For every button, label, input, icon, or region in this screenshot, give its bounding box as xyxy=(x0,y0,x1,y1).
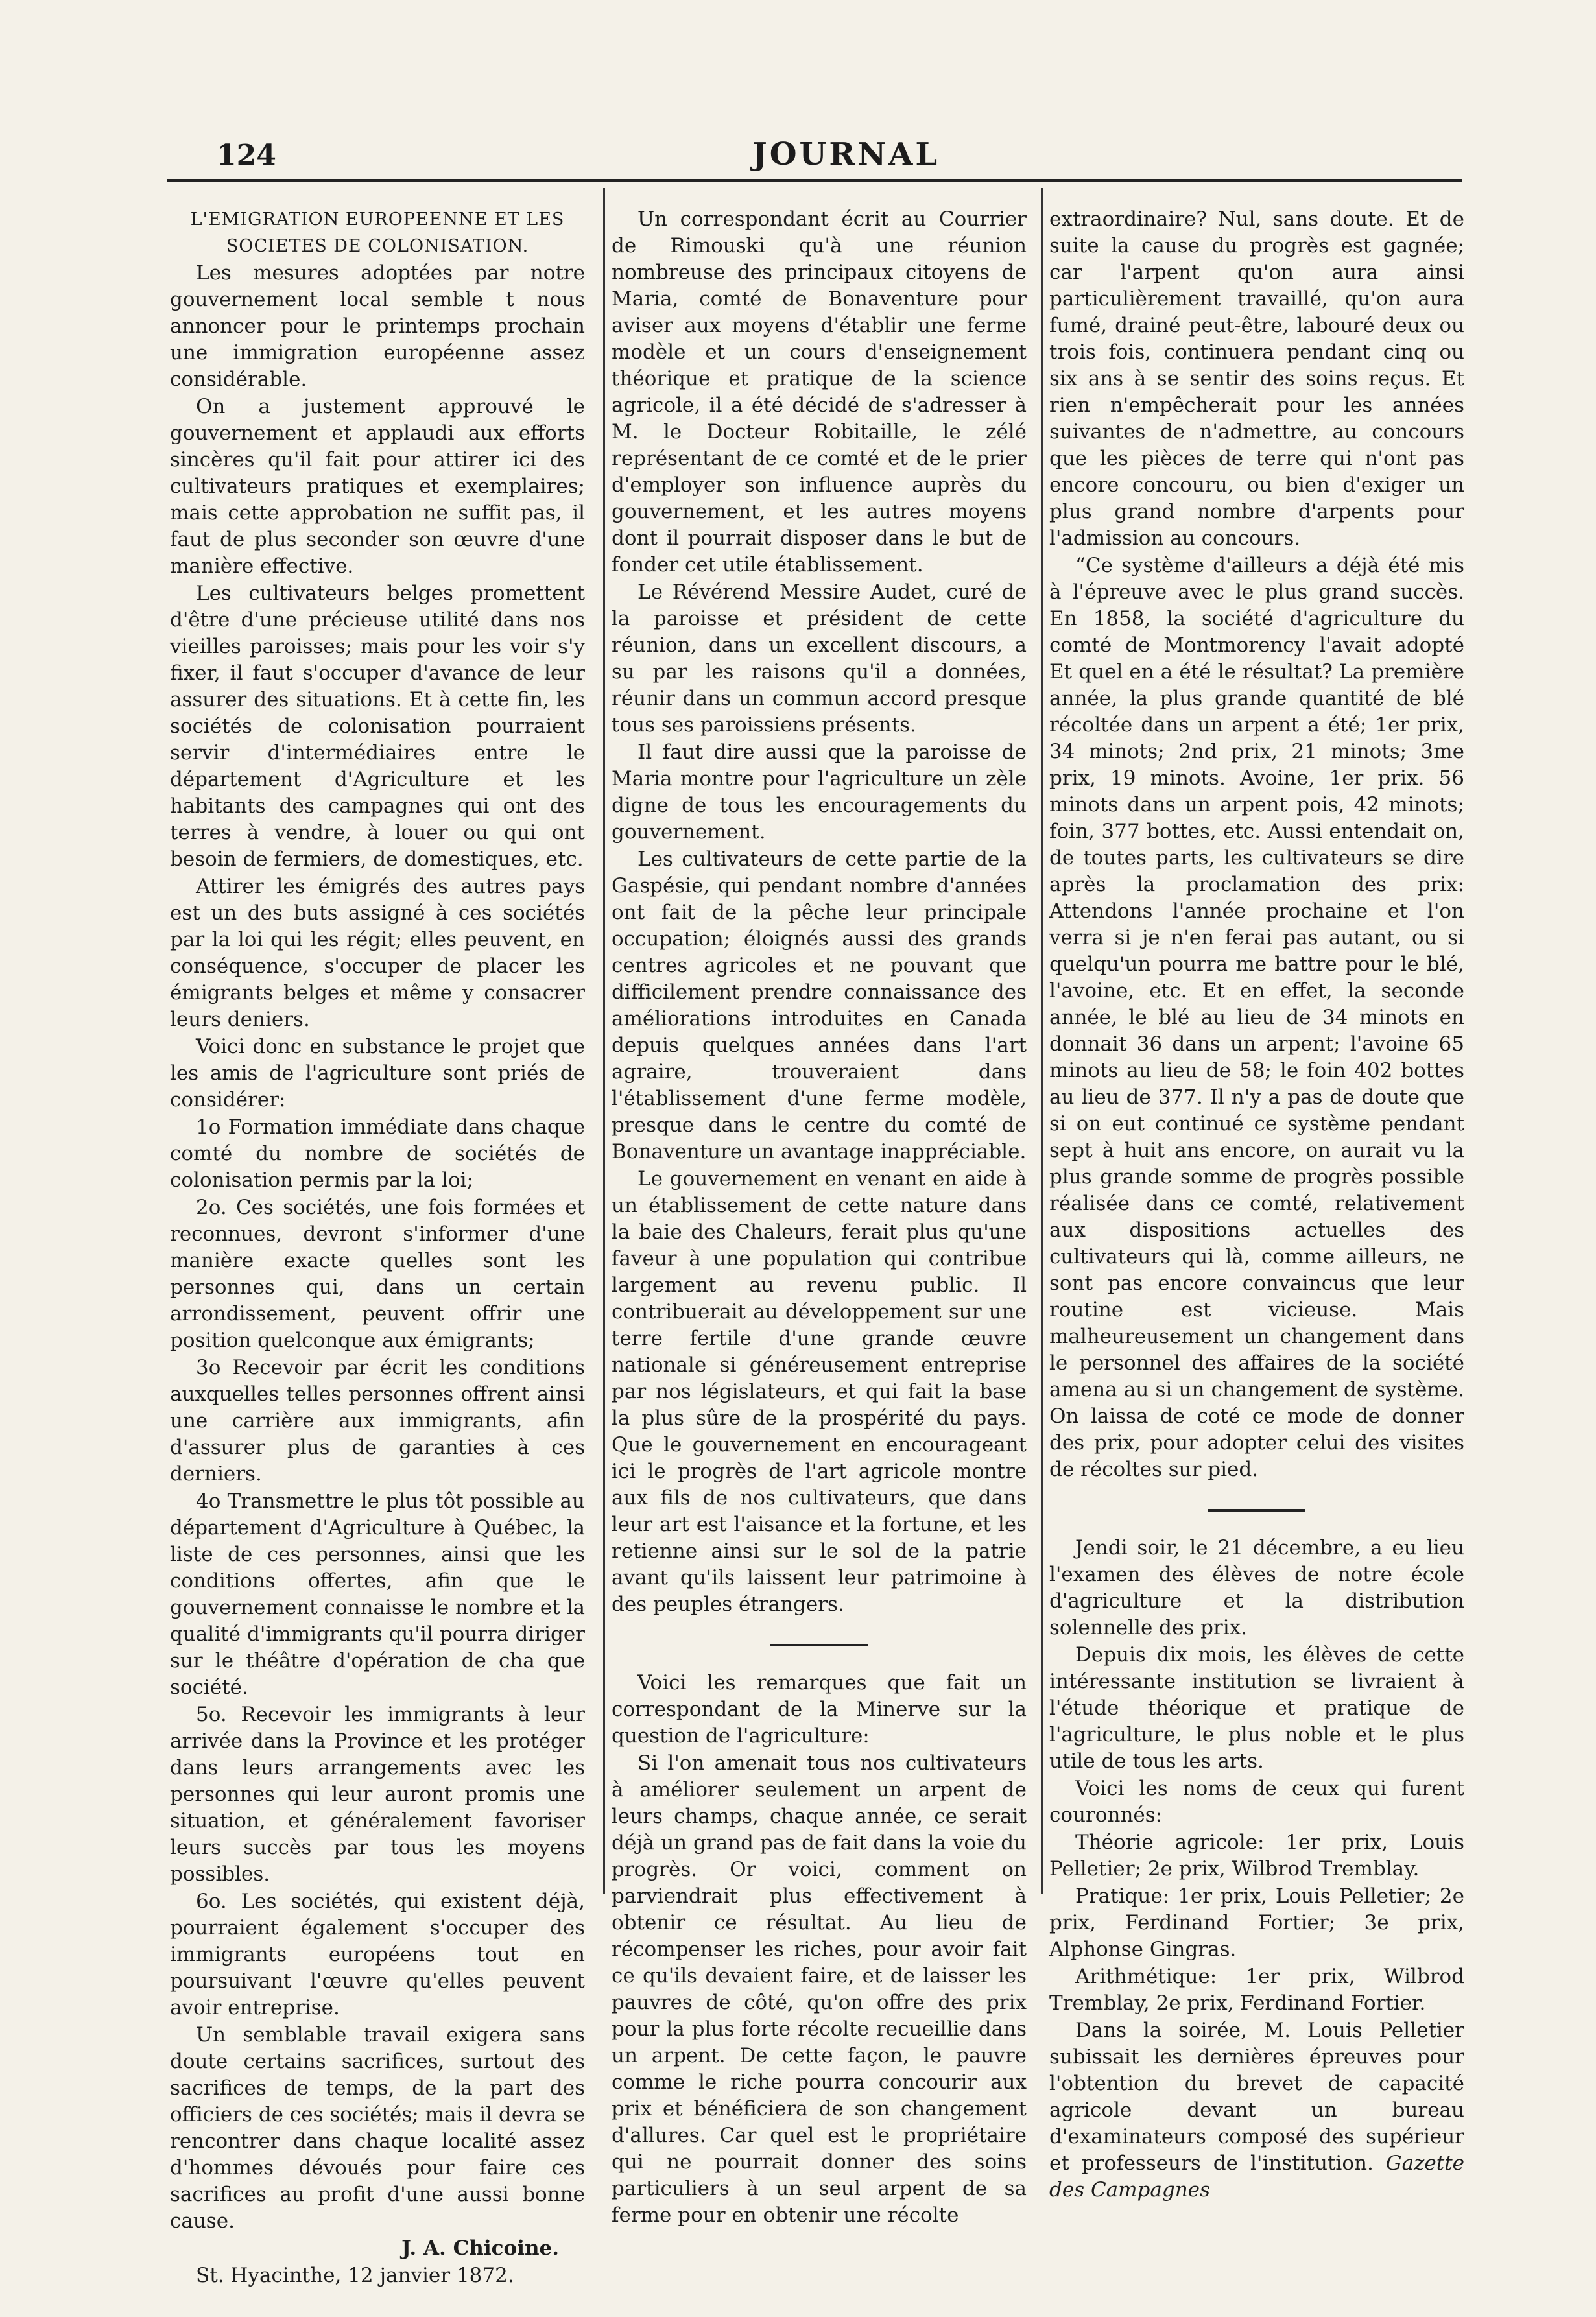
paragraph: Le Révérend Messire Audet, curé de la paroisse et président de cette réunion, dans un excellent discours, a su par les raisons qu'il a données, réunir dans un commun accord presque tous ses paroissiens présents. xyxy=(612,580,1027,737)
dateline: St. Hyacinthe, 12 janvier 1872. xyxy=(196,2264,514,2287)
paragraph: 4o Transmettre le plus tôt possible au département d'Agriculture à Québec, la liste de ces personnes, ainsi que les conditions offertes, afin que le gouvernement connaisse le nombre et la qualité d'immigrants qu'il pourra diriger sur le théâtre d'opération de cha que société. xyxy=(170,1490,585,1699)
paragraph: Attirer les émigrés des autres pays est un des buts assigné à ces sociétés par la loi qui les régit; elles peuvent, en conséquence, s'occuper de placer les émigrants belges et même y consacrer leurs deniers. xyxy=(170,875,585,1031)
paragraph: 5o. Recevoir les immigrants à leur arrivée dans la Province et les protéger dans leurs arrangements avec les personnes qui leur auront promis une situation, et généralement favoriser leurs succès par tous les moyens possibles. xyxy=(170,1703,585,1886)
paragraph: extraordinaire? Nul, sans doute. Et de suite la cause du progrès est gagnée; car l'arpent qu'on aura ainsi particulièrement travaillé, qu'on aura fumé, drainé peut-être, labouré deux ou trois fois, continuera pendant cinq ou six ans à se sentir des soins reçus. Et rien n'empêcherait pour les années suivantes de n'admettre, au concours que les pièces de terre qui n'ont pas encore concouru, ou bien d'exiger un plus grand nombre d'arpents pour l'admission au concours. xyxy=(1049,208,1464,550)
paragraph: 3o Recevoir par écrit les conditions auxquelles telles personnes offrent ainsi une carrière aux immigrants, afin d'assurer plus de garanties à ces derniers. xyxy=(170,1356,585,1486)
page-number: 124 xyxy=(217,139,276,172)
paragraph xyxy=(1049,2017,1464,2204)
paragraph: Un correspondant écrit au Courrier de Rimouski qu'à une réunion nombreuse des principaux citoyens de Maria, comté de Bonaventure pour aviser aux moyens d'établir une ferme modèle et un cours d'enseignement théorique et pratique de la science agricole, il a été décidé de s'adresser à M. le Docteur Robitaille, le zélé représentant de ce comté et de le prier d'employer son influence auprès du gouvernement, et les autres moyens dont il pourrait disposer dans le but de fonder cet utile établissement. xyxy=(612,208,1027,576)
paragraph: Un semblable travail exigera sans doute certains sacrifices, surtout des sacrifices de temps, de la part des officiers de ces sociétés; mais il devra se rencontrer dans chaque localité assez d'hommes dévoués pour faire ces sacrifices au profit d'une aussi bonne cause. xyxy=(170,2023,585,2233)
paragraph-text: Dans la soirée, M. Louis Pelletier subissait les dernières épreuves pour l'obtention du brevet de capacité agricole devant un bureau d'examinateurs composé des supérieur et professeurs de l'institution. xyxy=(1049,2019,1464,2175)
section-separator xyxy=(770,1644,868,1646)
paragraph: Le gouvernement en venant en aide à un établissement de cette nature dans la baie des Chaleurs, ferait plus qu'une faveur à une population qui contribue largement au revenu public. Il contribuerait au développement sur une terre fertile d'une grande œuvre nationale si généreusement entreprise par nos législateurs, et qui fait la base la plus sûre de la prospérité du pays. Que le gouvernement en encourageant ici le progrès de l'art agricole montre aux fils de nos cultivateurs, que dans leur art est l'aisance et la fortune, et les retienne ainsi sur le sol de la patrie avant qu'ils laissent leur patrimoine à des peuples étrangers. xyxy=(612,1167,1027,1616)
paragraph: Théorie agricole: 1er prix, Louis Pelletier; 2e prix, Wilbrod Tremblay. xyxy=(1049,1831,1464,1881)
column-2 xyxy=(612,206,1027,2229)
column-divider xyxy=(1041,188,1043,1894)
paragraph: Si l'on amenait tous nos cultivateurs à améliorer seulement un arpent de leurs champs, chaque année, ce serait déjà un grand pas de fait dans la voie du progrès. Or voici, comment on parviendrait plus effectivement à obtenir ce résultat. Au lieu de récompenser les riches, pour avoir fait ce qu'ils devaient faire, et de laisser les pauvres de côté, qu'on offre des prix pour la plus forte récolte recueillie dans un arpent. De cette façon, le pauvre comme le riche pourra concourir aux prix et bénéficiera de son changement d'allures. Car quel est le propriétaire qui ne pourrait donner des soins particuliers à un seul arpent de sa ferme pour en obtenir une récolte xyxy=(612,1752,1027,2227)
paragraph: “Ce système d'ailleurs a déjà été mis à l'épreuve avec le plus grand succès. En 1858, la société d'agriculture du comté de Montmorency l'avait adopté Et quel en a été le résultat? La première année, la plus grande quantité de blé récoltée dans un arpent a été; 1er prix, 34 minots; 2nd prix, 21 minots; 3me prix, 19 minots. Avoine, 1er prix. 56 minots dans un arpent pois, 42 minots; foin, 377 bottes, etc. Aussi entendait on, de toutes parts, les cultivateurs se dire après la proclamation des prix: Attendons l'année prochaine et l'on verra si je n'en ferai pas autant, ou si quelqu'un pourra me battre pour le blé, l'avoine, etc. Et en effet, la seconde année, le blé au lieu de 34 minots en donnait 36 dans un arpent; l'avoine 65 minots au lieu de 58; le foin 402 bottes au lieu de 377. Il n'y a pas de doute que si on eut continué ce système pendant sept à huit ans encore, on aurait vu la plus grande somme de progrès possible réalisée dans ce comté, relativement aux dispositions actuelles des cultivateurs qui là, comme ailleurs, ne sont pas encore convaincus que leur routine est vicieuse. Mais malheureusement un changement dans le personnel des affaires de la société amena au si un changement de système. On laissa de coté ce mode de donner des prix, pour adopter celui des visites de récoltes sur pied. xyxy=(1049,554,1464,1481)
signature: J. A. Chicoine. xyxy=(401,2237,559,2260)
paragraph: 1o Formation immédiate dans chaque comté du nombre de sociétés de colonisation permis par la loi; xyxy=(170,1115,585,1192)
paragraph: Les mesures adoptées par notre gouvernement local semble t nous annoncer pour le printemps prochain une immigration européenne assez considérable. xyxy=(170,261,585,391)
source-citation: Gazette des Campagnes xyxy=(1049,2152,1464,2202)
article-heading: L'EMIGRATION EUROPEENNE ET LES SOCIETES DE COLONISATION. xyxy=(190,209,565,256)
paragraph: Les cultivateurs belges promettent d'être d'une précieuse utilité dans nos vieilles paroisses; mais pour les voir s'y fixer, il faut s'occuper d'avance de leur assurer des situations. Et à cette fin, les sociétés de colonisation pourraient servir d'intermédiaires entre le département d'Agriculture et les habitants des campagnes qui ont des terres à vendre, à louer ou qui ont besoin de fermiers, de domestiques, etc. xyxy=(170,582,585,871)
page-title: JOURNAL xyxy=(752,136,940,172)
header-rule xyxy=(167,179,1462,182)
column-1 xyxy=(170,206,585,2290)
paragraph: Il faut dire aussi que la paroisse de Maria montre pour l'agriculture un zèle digne de tous les encouragements du gouvernement. xyxy=(612,741,1027,844)
column-3 xyxy=(1049,206,1464,2204)
column-divider xyxy=(603,188,605,1894)
paragraph: On a justement approuvé le gouvernement et applaudi aux efforts sincères qu'il fait pour attirer ici des cultivateurs pratiques et exemplaires; mais cette approbation ne suffit pas, il faut de plus seconder son œuvre d'une manière effective. xyxy=(170,395,585,578)
paragraph: Les cultivateurs de cette partie de la Gaspésie, qui pendant nombre d'années ont fait de la pêche leur principale occupation; éloignés aussi des grands centres agricoles et ne pouvant que difficilement prendre connaissance des améliorations introduites en Canada depuis quelques années dans l'art agraire, trouveraient dans l'établissement d'une ferme modèle, presque dans le centre du comté de Bonaventure un avantage inappréciable. xyxy=(612,848,1027,1163)
paragraph: Depuis dix mois, les élèves de cette intéressante institution se livraient à l'étude théorique et pratique de l'agriculture, le plus noble et le plus utile de tous les arts. xyxy=(1049,1643,1464,1773)
paragraph: Jendi soir, le 21 décembre, a eu lieu l'examen des élèves de notre école d'agriculture et la distribution solennelle des prix. xyxy=(1049,1536,1464,1639)
paragraph: Pratique: 1er prix, Louis Pelletier; 2e prix, Ferdinand Fortier; 3e prix, Alphonse Gingras. xyxy=(1049,1884,1464,1961)
section-separator xyxy=(1208,1509,1305,1512)
paragraph: Voici donc en substance le projet que les amis de l'agriculture sont priés de considérer: xyxy=(170,1035,585,1111)
paragraph: Voici les remarques que fait un correspondant de la Minerve sur la question de l'agriculture: xyxy=(612,1671,1027,1748)
paragraph: Arithmétique: 1er prix, Wilbrod Tremblay, 2e prix, Ferdinand Fortier. xyxy=(1049,1965,1464,2015)
paragraph: 6o. Les sociétés, qui existent déjà, pourraient également s'occuper des immigrants européens tout en poursuivant l'œuvre qu'elles peuvent avoir entreprise. xyxy=(170,1890,585,2019)
paragraph: 2o. Ces sociétés, une fois formées et reconnues, devront s'informer d'une manière exacte quelles sont les personnes qui, dans un certain arrondissement, peuvent offrir une position quelconque aux émigrants; xyxy=(170,1196,585,1352)
paragraph: Voici les noms de ceux qui furent couronnés: xyxy=(1049,1777,1464,1827)
